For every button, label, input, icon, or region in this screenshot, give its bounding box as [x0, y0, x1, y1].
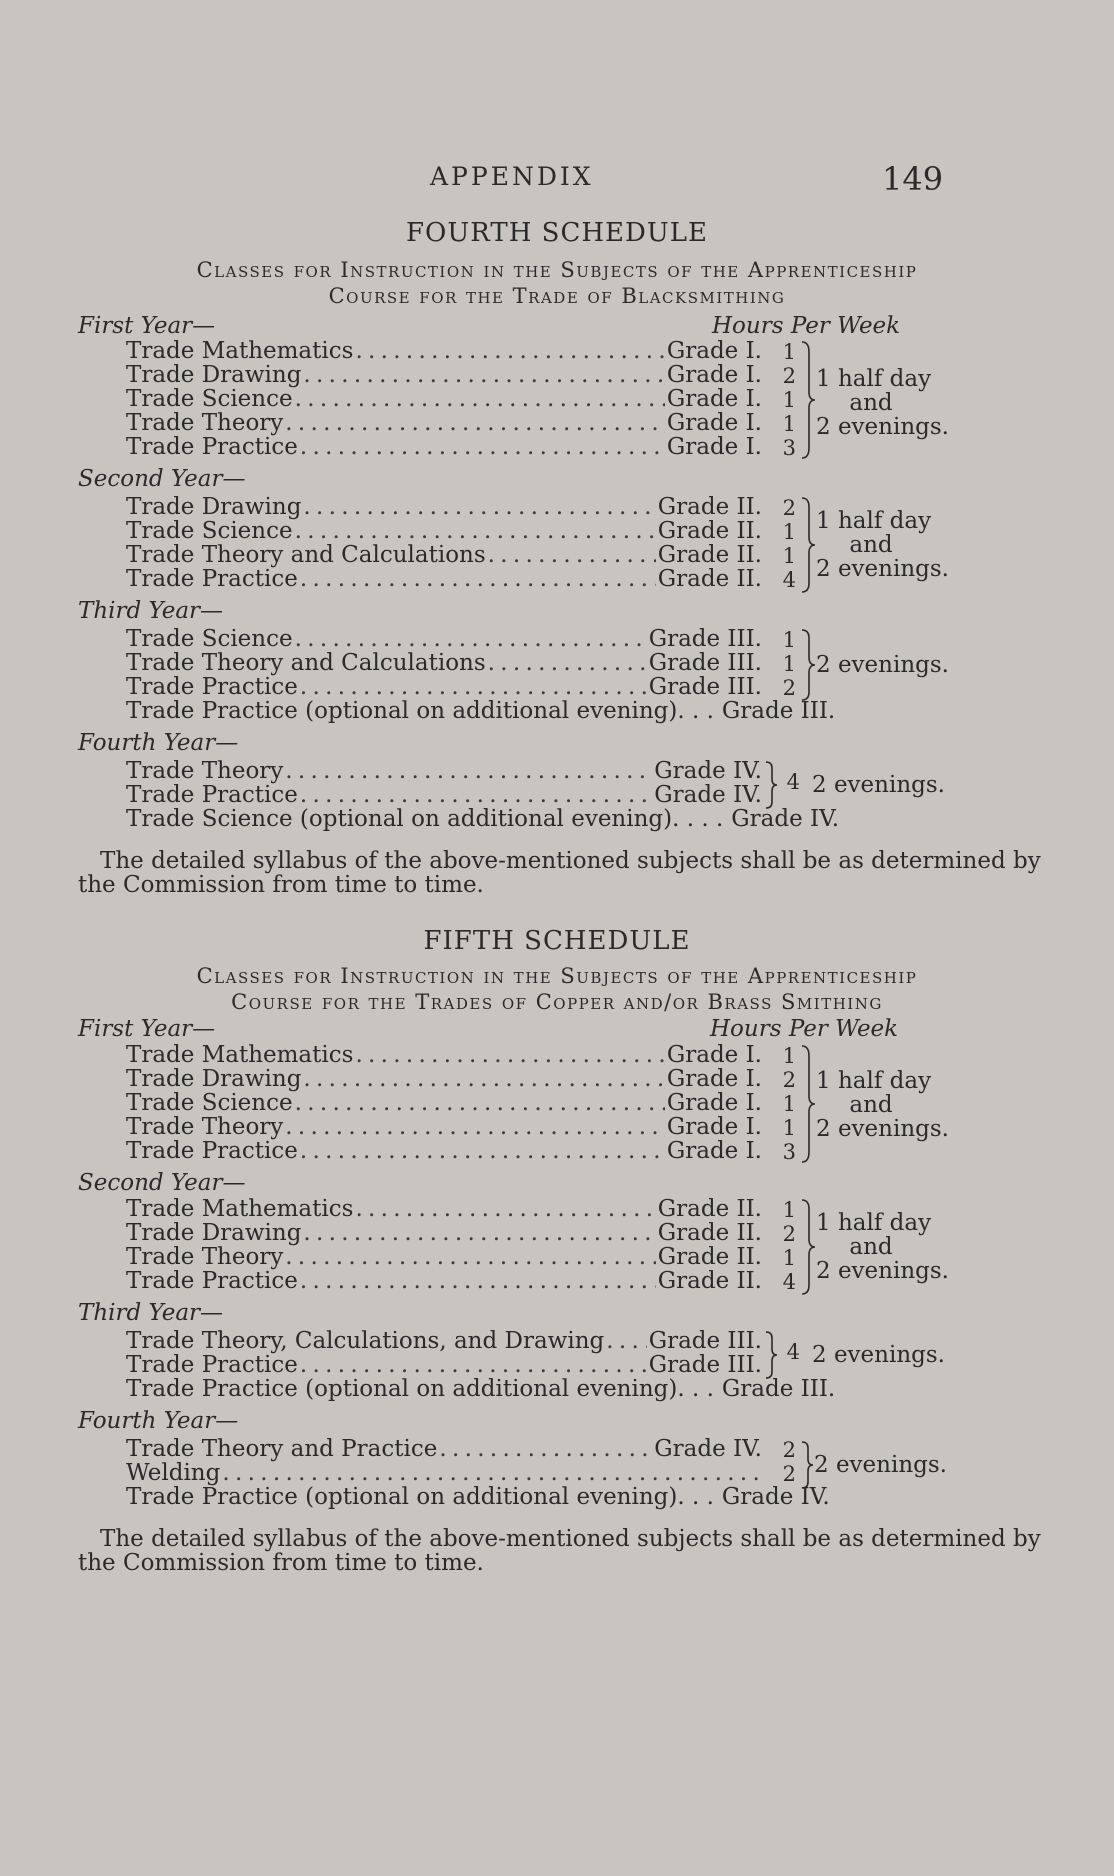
hours-cell: 1: [782, 412, 796, 436]
right-brace-icon: [800, 1440, 814, 1490]
schedule-note: and: [849, 532, 893, 558]
hours-cell: 2: [782, 496, 796, 520]
schedule-note: 1 half day: [816, 1068, 932, 1094]
fifth-first-year-label: First Year—: [78, 1016, 216, 1042]
fifth-third-year-label: Third Year—: [78, 1300, 224, 1326]
table-row: Trade Science . . . Grade II.: [126, 518, 762, 546]
hours-cell: 3: [782, 1140, 796, 1164]
table-row: Trade Theory and Calculations . . . Grade II.: [126, 542, 762, 570]
closing-note-line-1: The detailed syllabus of the above-mentioned subjects shall be as determined by: [100, 848, 1041, 874]
hours-cell: 4: [782, 1270, 796, 1294]
hours-cell: 2: [782, 1438, 796, 1462]
table-row: Trade Practice . . . Grade II.: [126, 1268, 762, 1296]
schedule-note: 2 evenings.: [814, 1452, 947, 1478]
table-row: Trade Theory . . . Grade I.: [126, 1114, 762, 1142]
hours-cell: 1: [782, 1116, 796, 1140]
table-row: Trade Drawing . . . Grade II.: [126, 494, 762, 522]
table-row: Trade Theory . . . Grade II.: [126, 1244, 762, 1272]
fifth-schedule-subtitle-1: Classes for Instruction in the Subjects of the Apprenticeship: [196, 964, 918, 988]
page-number: 149: [882, 160, 944, 198]
running-head: APPENDIX: [430, 162, 594, 191]
hours-cell: 1: [782, 1092, 796, 1116]
table-row: Trade Theory and Practice . . . Grade IV.: [126, 1436, 762, 1464]
table-row: Welding . . .: [126, 1460, 762, 1488]
hours-cell: 1: [782, 520, 796, 544]
hours-cell: 1: [782, 340, 796, 364]
schedule-note: 2 evenings.: [816, 652, 949, 678]
table-row: Trade Theory . . . Grade IV.: [126, 758, 762, 786]
table-row: Trade Drawing . . . Grade I.: [126, 1066, 762, 1094]
schedule-note: 1 half day: [816, 366, 932, 392]
fifth-second-year-label: Second Year—: [78, 1170, 246, 1196]
closing-note-line-1: The detailed syllabus of the above-mentioned subjects shall be as determined by: [100, 1526, 1041, 1552]
fourth-fourth-year-label: Fourth Year—: [78, 730, 239, 756]
hours-cell: 1: [782, 652, 796, 676]
schedule-note: and: [849, 1092, 893, 1118]
hours-cell: 1: [782, 1246, 796, 1270]
fifth-schedule-title: FIFTH SCHEDULE: [423, 926, 691, 956]
right-brace-icon: [800, 496, 816, 594]
right-brace-icon: [800, 340, 816, 460]
closing-note-line-2: the Commission from time to time.: [78, 872, 484, 898]
table-row: Trade Practice . . . Grade I.: [126, 434, 762, 462]
closing-note-line-2: the Commission from time to time.: [78, 1550, 484, 1576]
fourth-hours-heading: Hours Per Week: [712, 313, 901, 339]
fourth-schedule-title: FOURTH SCHEDULE: [405, 218, 709, 248]
hours-cell: 2: [782, 364, 796, 388]
table-row: Trade Science . . . Grade I.: [126, 1090, 762, 1118]
hours-cell: 4: [786, 1340, 800, 1364]
fourth-first-year-label: First Year—: [78, 313, 216, 339]
schedule-note: 2 evenings.: [816, 1116, 949, 1142]
schedule-note: and: [849, 1234, 893, 1260]
table-row: Trade Practice (optional on additional evening). . . Grade III.: [126, 698, 836, 724]
table-row: Trade Mathematics . . . Grade II.: [126, 1196, 762, 1224]
table-row: Trade Mathematics . . . Grade I.: [126, 1042, 762, 1070]
table-row: Trade Practice . . . Grade III.: [126, 674, 762, 702]
hours-cell: 1: [782, 544, 796, 568]
right-brace-icon: [800, 1044, 816, 1164]
hours-cell: 1: [782, 1198, 796, 1222]
table-row: Trade Practice . . . Grade III.: [126, 1352, 762, 1380]
hours-cell: 2: [782, 1462, 796, 1486]
hours-cell: 1: [782, 1044, 796, 1068]
fourth-third-year-label: Third Year—: [78, 598, 224, 624]
right-brace-icon: [800, 628, 816, 702]
hours-cell: 2: [782, 1068, 796, 1092]
fourth-second-year-label: Second Year—: [78, 466, 246, 492]
schedule-note: and: [849, 390, 893, 416]
hours-cell: 1: [782, 628, 796, 652]
table-row: Trade Science (optional on additional evening). . . . Grade IV.: [126, 806, 840, 832]
table-row: Trade Practice . . . Grade II.: [126, 566, 762, 594]
schedule-note: 2 evenings.: [816, 556, 949, 582]
table-row: Trade Theory, Calculations, and Drawing . . . Grade III.: [126, 1328, 762, 1356]
hours-cell: 4: [782, 568, 796, 592]
fifth-schedule-subtitle-2: Course for the Trades of Copper and/or Brass Smithing: [231, 990, 883, 1014]
table-row: Trade Theory . . . Grade I.: [126, 410, 762, 438]
fourth-schedule-subtitle-2: Course for the Trade of Blacksmithing: [328, 284, 786, 308]
hours-cell: 3: [782, 436, 796, 460]
table-row: Trade Practice . . . Grade I.: [126, 1138, 762, 1166]
table-row: Trade Practice (optional on additional evening). . . Grade III.: [126, 1376, 836, 1402]
table-row: Trade Science . . . Grade III.: [126, 626, 762, 654]
hours-cell: 4: [786, 770, 800, 794]
fifth-hours-heading: Hours Per Week: [710, 1016, 899, 1042]
right-brace-icon: [800, 1198, 816, 1296]
hours-cell: 1: [782, 388, 796, 412]
table-row: Trade Science . . . Grade I.: [126, 386, 762, 414]
table-row: Trade Practice . . . Grade IV.: [126, 782, 762, 810]
fifth-fourth-year-label: Fourth Year—: [78, 1408, 239, 1434]
schedule-note: 2 evenings.: [812, 1342, 945, 1368]
schedule-note: 1 half day: [816, 1210, 932, 1236]
table-row: Trade Drawing . . . Grade II.: [126, 1220, 762, 1248]
schedule-note: 1 half day: [816, 508, 932, 534]
table-row: Trade Theory and Calculations . . . Grade III.: [126, 650, 762, 678]
table-row: Trade Drawing . . . Grade I.: [126, 362, 762, 390]
schedule-note: 2 evenings.: [816, 414, 949, 440]
hours-cell: 2: [782, 676, 796, 700]
hours-cell: 2: [782, 1222, 796, 1246]
fourth-schedule-subtitle-1: Classes for Instruction in the Subjects of the Apprenticeship: [196, 258, 918, 282]
schedule-note: 2 evenings.: [816, 1258, 949, 1284]
schedule-note: 2 evenings.: [812, 772, 945, 798]
table-row: Trade Practice (optional on additional evening). . . Grade IV.: [126, 1484, 830, 1510]
table-row: Trade Mathematics . . . Grade I.: [126, 338, 762, 366]
